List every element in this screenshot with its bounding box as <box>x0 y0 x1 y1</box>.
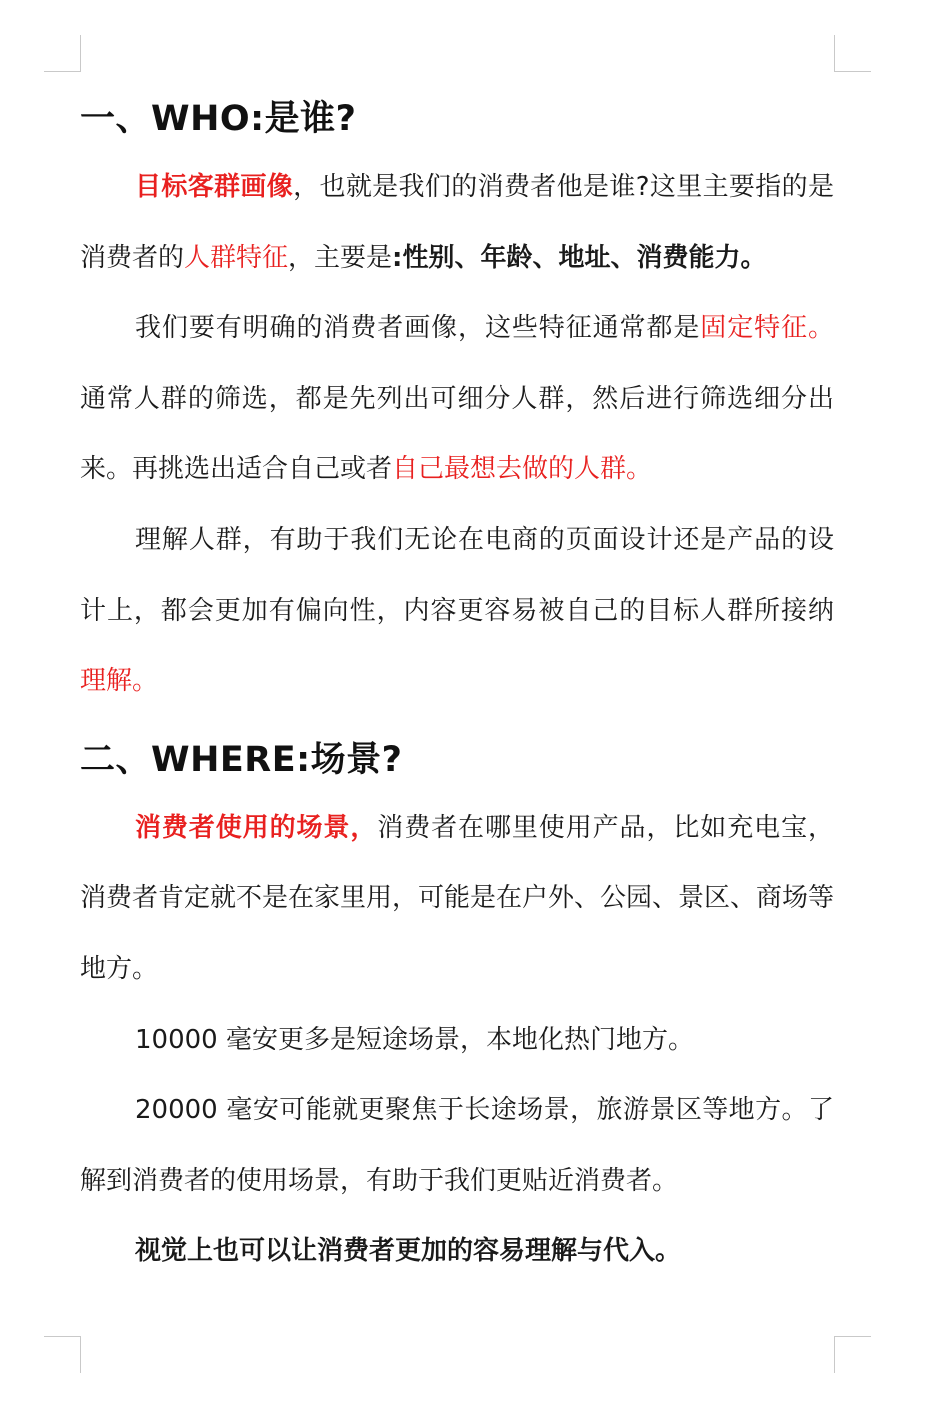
paragraph-text: ，也就是我们的消费者他是谁?这里主要指的是消费者的 <box>80 172 834 273</box>
paragraph-visual-summary: 视觉上也可以让消费者更加的容易理解与代入。 <box>135 1236 682 1267</box>
page-corner-mark-top-right <box>834 35 871 72</box>
paragraph-understanding-crowd <box>80 505 834 717</box>
highlight-understanding: 理解。 <box>80 666 159 697</box>
highlight-preferred-crowd: 自己最想去做的人群。 <box>392 454 653 485</box>
paragraph-text: ，主要是 <box>288 242 393 273</box>
paragraph-text: 我们要有明确的消费者画像，这些特征通常都是 <box>135 313 701 344</box>
page-corner-mark-top-left <box>44 35 81 72</box>
paragraph-text: 通常人群的筛选，都是先列出可细分人群，然后进行筛选细分出来。再挑选出适合自己或者 <box>80 383 834 485</box>
paragraph-usage-scene <box>80 793 834 1005</box>
section-heading-who: 一、WHO:是谁? <box>80 99 357 139</box>
paragraph-fixed-features <box>80 293 834 505</box>
paragraph-20000mah: 20000 毫安可能就更聚焦于长途场景，旅游景区等地方。了解到消费者的使用场景，有助于我们更贴近消费者。 <box>80 1095 834 1196</box>
paragraph-text: 消费者在哪里使用产品，比如充电宝，消费者肯定就不是在家里用，可能是在户外、公园、景区、商场等地方。 <box>80 812 835 984</box>
section-heading-where: 二、WHERE:场景? <box>80 739 403 780</box>
paragraph-target-audience <box>80 152 834 293</box>
page-corner-mark-bottom-right <box>834 1336 871 1373</box>
highlight-crowd-features: 人群特征 <box>184 242 289 273</box>
paragraph-text: 理解人群，有助于我们无论在电商的页面设计还是产品的设计上，都会更加有偏向性，内容更容易被自己的目标人群所接纳 <box>80 524 834 626</box>
paragraph-10000mah: 10000 毫安更多是短途场景，本地化热门地方。 <box>135 1024 694 1055</box>
page-corner-mark-bottom-left <box>44 1336 81 1373</box>
highlight-fixed-features: 固定特征。 <box>700 313 834 344</box>
document-body <box>80 88 834 1287</box>
highlight-target-persona: 目标客群画像 <box>135 172 294 202</box>
bold-feature-list: :性别、年龄、地址、消费能力。 <box>392 242 767 273</box>
highlight-usage-scene: 消费者使用的场景， <box>135 812 378 843</box>
